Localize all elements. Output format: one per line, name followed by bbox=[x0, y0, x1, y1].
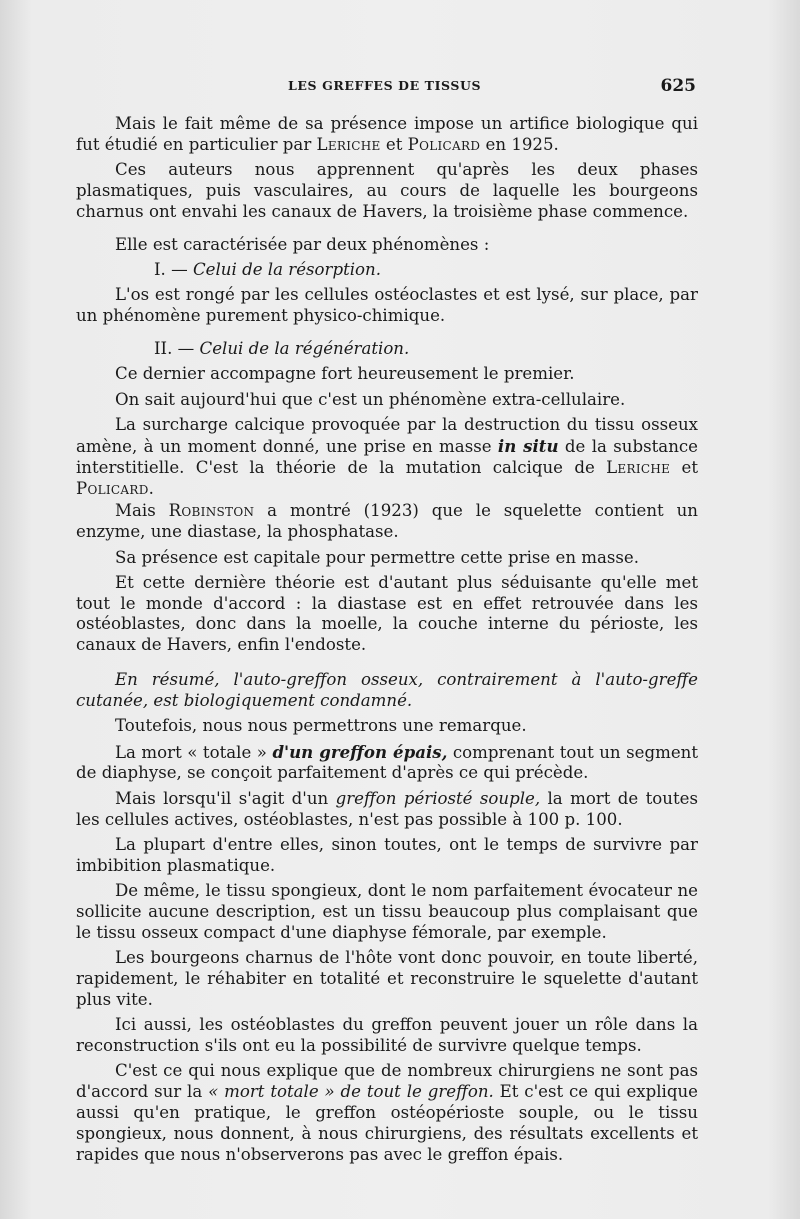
paragraph: C'est ce qui nous explique que de nombreux chirurgiens ne sont pas d'accord sur la « mort totale » de tout le greffon. Et c'est ce qui explique aussi qu'en pratique, le greffon ostéopérioste souple, ou le tissu spongieux, nous donnent, à nous chirurgiens, des résultats excellents et rapides que nous n'observerons pas avec le greffon épais. bbox=[76, 1061, 698, 1164]
author-name: Policard bbox=[407, 134, 481, 154]
paragraph: On sait aujourd'hui que c'est un phénomène extra-cellulaire. bbox=[115, 389, 626, 409]
author-name: Leriche bbox=[606, 457, 671, 477]
list-item-regeneration: II. — Celui de la régénération. bbox=[154, 338, 410, 358]
running-title: LES GREFFES DE TISSUS bbox=[288, 78, 482, 93]
body-text bbox=[76, 114, 698, 1170]
paragraph: Ce dernier accompagne fort heureusement le premier. bbox=[115, 364, 575, 384]
paragraph: L'os est rongé par les cellules ostéoclastes et est lysé, sur place, par un phénomène purement physico-chimique. bbox=[76, 285, 698, 326]
paragraph: Et cette dernière théorie est d'autant plus séduisante qu'elle met tout le monde d'accord : la diastase est en effet retrouvée dans les ostéoblastes, donc dans la moelle, la couche interne du périoste, les canaux de Havers, enfin l'endoste. bbox=[76, 572, 698, 655]
paragraph: De même, le tissu spongieux, dont le nom parfaitement évocateur ne sollicite aucune description, est un tissu beaucoup plus complaisant que le tissu osseux compact d'une diaphyse fémorale, par exemple. bbox=[76, 881, 698, 942]
paragraph: Toutefois, nous nous permettrons une remarque. bbox=[115, 716, 527, 736]
list-item-resorption: I. — Celui de la résorption. bbox=[154, 259, 382, 279]
author-name: Robinston bbox=[168, 501, 255, 521]
paragraph: Sa présence est capitale pour permettre cette prise en masse. bbox=[115, 547, 640, 567]
author-name: Policard bbox=[76, 478, 149, 498]
author-name: Leriche bbox=[316, 134, 381, 154]
page-number: 625 bbox=[660, 76, 696, 96]
paragraph: Mais lorsqu'il s'agit d'un greffon périosté souple, la mort de toutes les cellules actives, ostéoblastes, n'est pas possible à 100 p. 100. bbox=[76, 788, 698, 829]
paragraph: Mais le fait même de sa présence impose un artifice biologique qui fut étudié en particulier par Leriche et Policard en 1925. bbox=[76, 114, 698, 154]
paragraph: Ici aussi, les ostéoblastes du greffon peuvent jouer un rôle dans la reconstruction s'ils ont eu la possibilité de survivre quelque temps. bbox=[76, 1015, 698, 1055]
paragraph: La mort « totale » d'un greffon épais, comprenant tout un segment de diaphyse, se conçoit parfaitement d'après ce qui précède. bbox=[76, 741, 698, 783]
paragraph: Elle est caractérisée par deux phénomènes : bbox=[115, 234, 490, 254]
paragraph: Mais Robinston a montré (1923) que le squelette contient un enzyme, une diastase, la phosphatase. bbox=[76, 501, 698, 542]
paragraph: Ces auteurs nous apprennent qu'après les deux phases plasmatiques, puis vasculaires, au cours de laquelle les bourgeons charnus ont envahi les canaux de Havers, la troisième phase commence. bbox=[76, 160, 698, 221]
paragraph: Les bourgeons charnus de l'hôte vont donc pouvoir, en toute liberté, rapidement, le réhabiter en totalité et reconstruire le squelette d'autant plus vite. bbox=[76, 948, 698, 1009]
paragraph: La surcharge calcique provoquée par la destruction du tissu osseux amène, à un moment donné, une prise en masse in situ de la substance interstitielle. C'est la théorie de la mutation calcique de Leriche et Policard. bbox=[76, 415, 699, 498]
paragraph: La plupart d'entre elles, sinon toutes, ont le temps de survivre par imbibition plasmatique. bbox=[76, 835, 698, 875]
summary-paragraph: En résumé, l'auto-greffon osseux, contrairement à l'auto-greffe cutanée, est biologiquement condamné. bbox=[76, 670, 698, 710]
page-header bbox=[76, 76, 698, 98]
